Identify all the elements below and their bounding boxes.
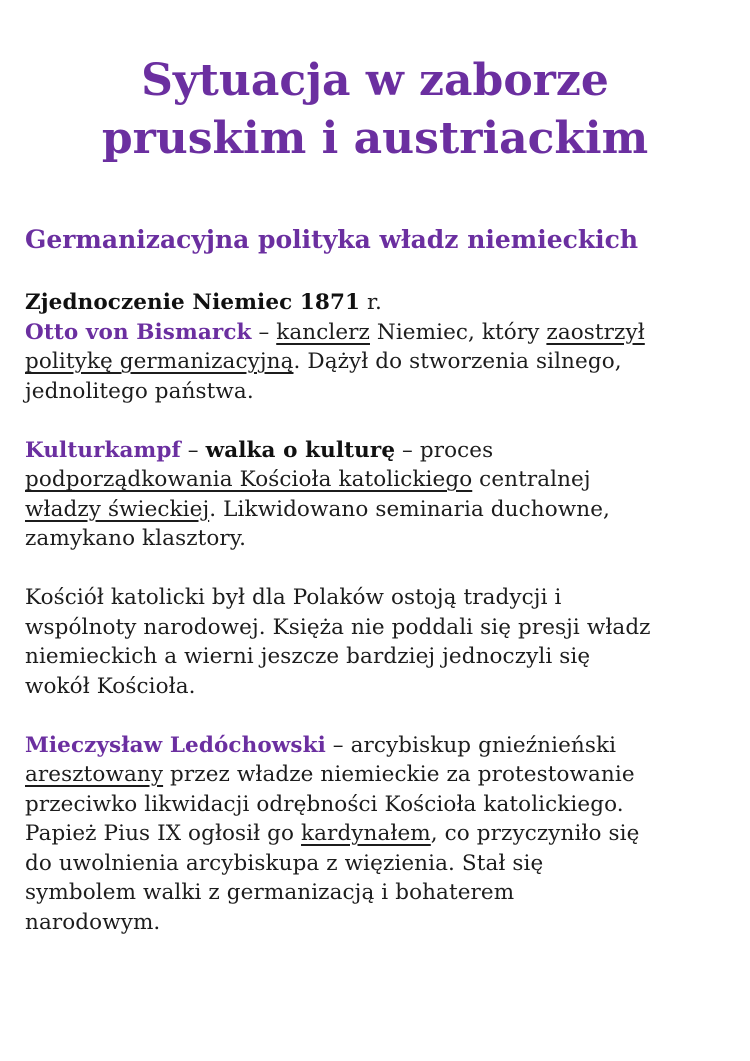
title-line-2: pruskim i austriackim xyxy=(101,113,649,164)
text-span: – proces xyxy=(395,437,494,463)
text-line xyxy=(25,436,730,466)
text-line xyxy=(25,819,730,849)
text-line: symbolem walki z germanizacją i bohaterem xyxy=(25,880,515,905)
text-line: narodowym. xyxy=(25,909,161,935)
text-span: . Likwidowano seminaria duchowne, xyxy=(209,496,610,522)
text-line xyxy=(25,288,730,318)
text-line xyxy=(25,495,730,525)
underlined-term: władzy świeckiej xyxy=(25,496,210,522)
text-line: Kościół katolicki był dla Polaków ostoją tradycji i xyxy=(25,585,562,610)
text-line: jednolitego państwa. xyxy=(25,378,254,404)
bold-phrase: walka o kulturę xyxy=(205,437,396,463)
paragraph-bismarck xyxy=(25,288,730,406)
paragraph-kulturkampf xyxy=(25,436,730,554)
text-line: przeciwko likwidacji odrębności Kościoła katolickiego. xyxy=(25,791,624,817)
text-line xyxy=(25,465,730,495)
underlined-term: aresztowany xyxy=(25,762,164,787)
text-span: przez władze niemieckie za protestowanie xyxy=(163,762,635,787)
underlined-term: politykę germanizacyjną xyxy=(25,349,294,374)
text-line xyxy=(25,347,730,377)
text-span: r. xyxy=(360,290,382,315)
title-line-1: Sytuacja w zaborze xyxy=(141,55,609,106)
text-span: – arcybiskup gnieźnieński xyxy=(325,732,617,758)
text-span: , co przyczyniło się xyxy=(430,821,640,846)
document-body xyxy=(25,288,730,967)
section-heading: Germanizacyjna polityka władz niemieckich xyxy=(25,225,639,254)
underlined-term: zaostrzył xyxy=(546,319,645,345)
text-line xyxy=(25,731,730,761)
unification-label: Zjednoczenie Niemiec 1871 xyxy=(25,290,361,315)
text-line xyxy=(25,318,730,348)
underlined-term: kardynałem xyxy=(301,821,431,846)
ledochowski-name: Mieczysław Ledóchowski xyxy=(25,732,326,758)
paragraph-ledochowski xyxy=(25,731,730,938)
page-title xyxy=(0,52,750,168)
text-line: wokół Kościoła. xyxy=(25,673,196,699)
text-span: – xyxy=(251,319,277,345)
underlined-term: podporządkowania Kościoła katolickiego xyxy=(25,467,473,492)
text-span: Papież Pius IX ogłosił go xyxy=(25,821,302,846)
text-line: do uwolnienia arcybiskupa z więzienia. Stał się xyxy=(25,850,544,876)
text-span: . Dążył do stworzenia silnego, xyxy=(293,349,622,374)
paragraph-church xyxy=(25,583,730,701)
text-line: niemieckich a wierni jeszcze bardziej jednoczyli się xyxy=(25,644,591,669)
kulturkampf-term: Kulturkampf xyxy=(25,437,181,463)
bismarck-name: Otto von Bismarck xyxy=(25,319,252,345)
text-line: wspólnoty narodowej. Księża nie poddali się presji władz xyxy=(25,614,651,640)
text-line: zamykano klasztory. xyxy=(25,526,247,551)
text-span: centralnej xyxy=(472,467,591,492)
text-line xyxy=(25,760,730,790)
text-span: Niemiec, który xyxy=(369,319,547,345)
text-span: – xyxy=(180,437,206,463)
underlined-term: kanclerz xyxy=(276,319,370,345)
